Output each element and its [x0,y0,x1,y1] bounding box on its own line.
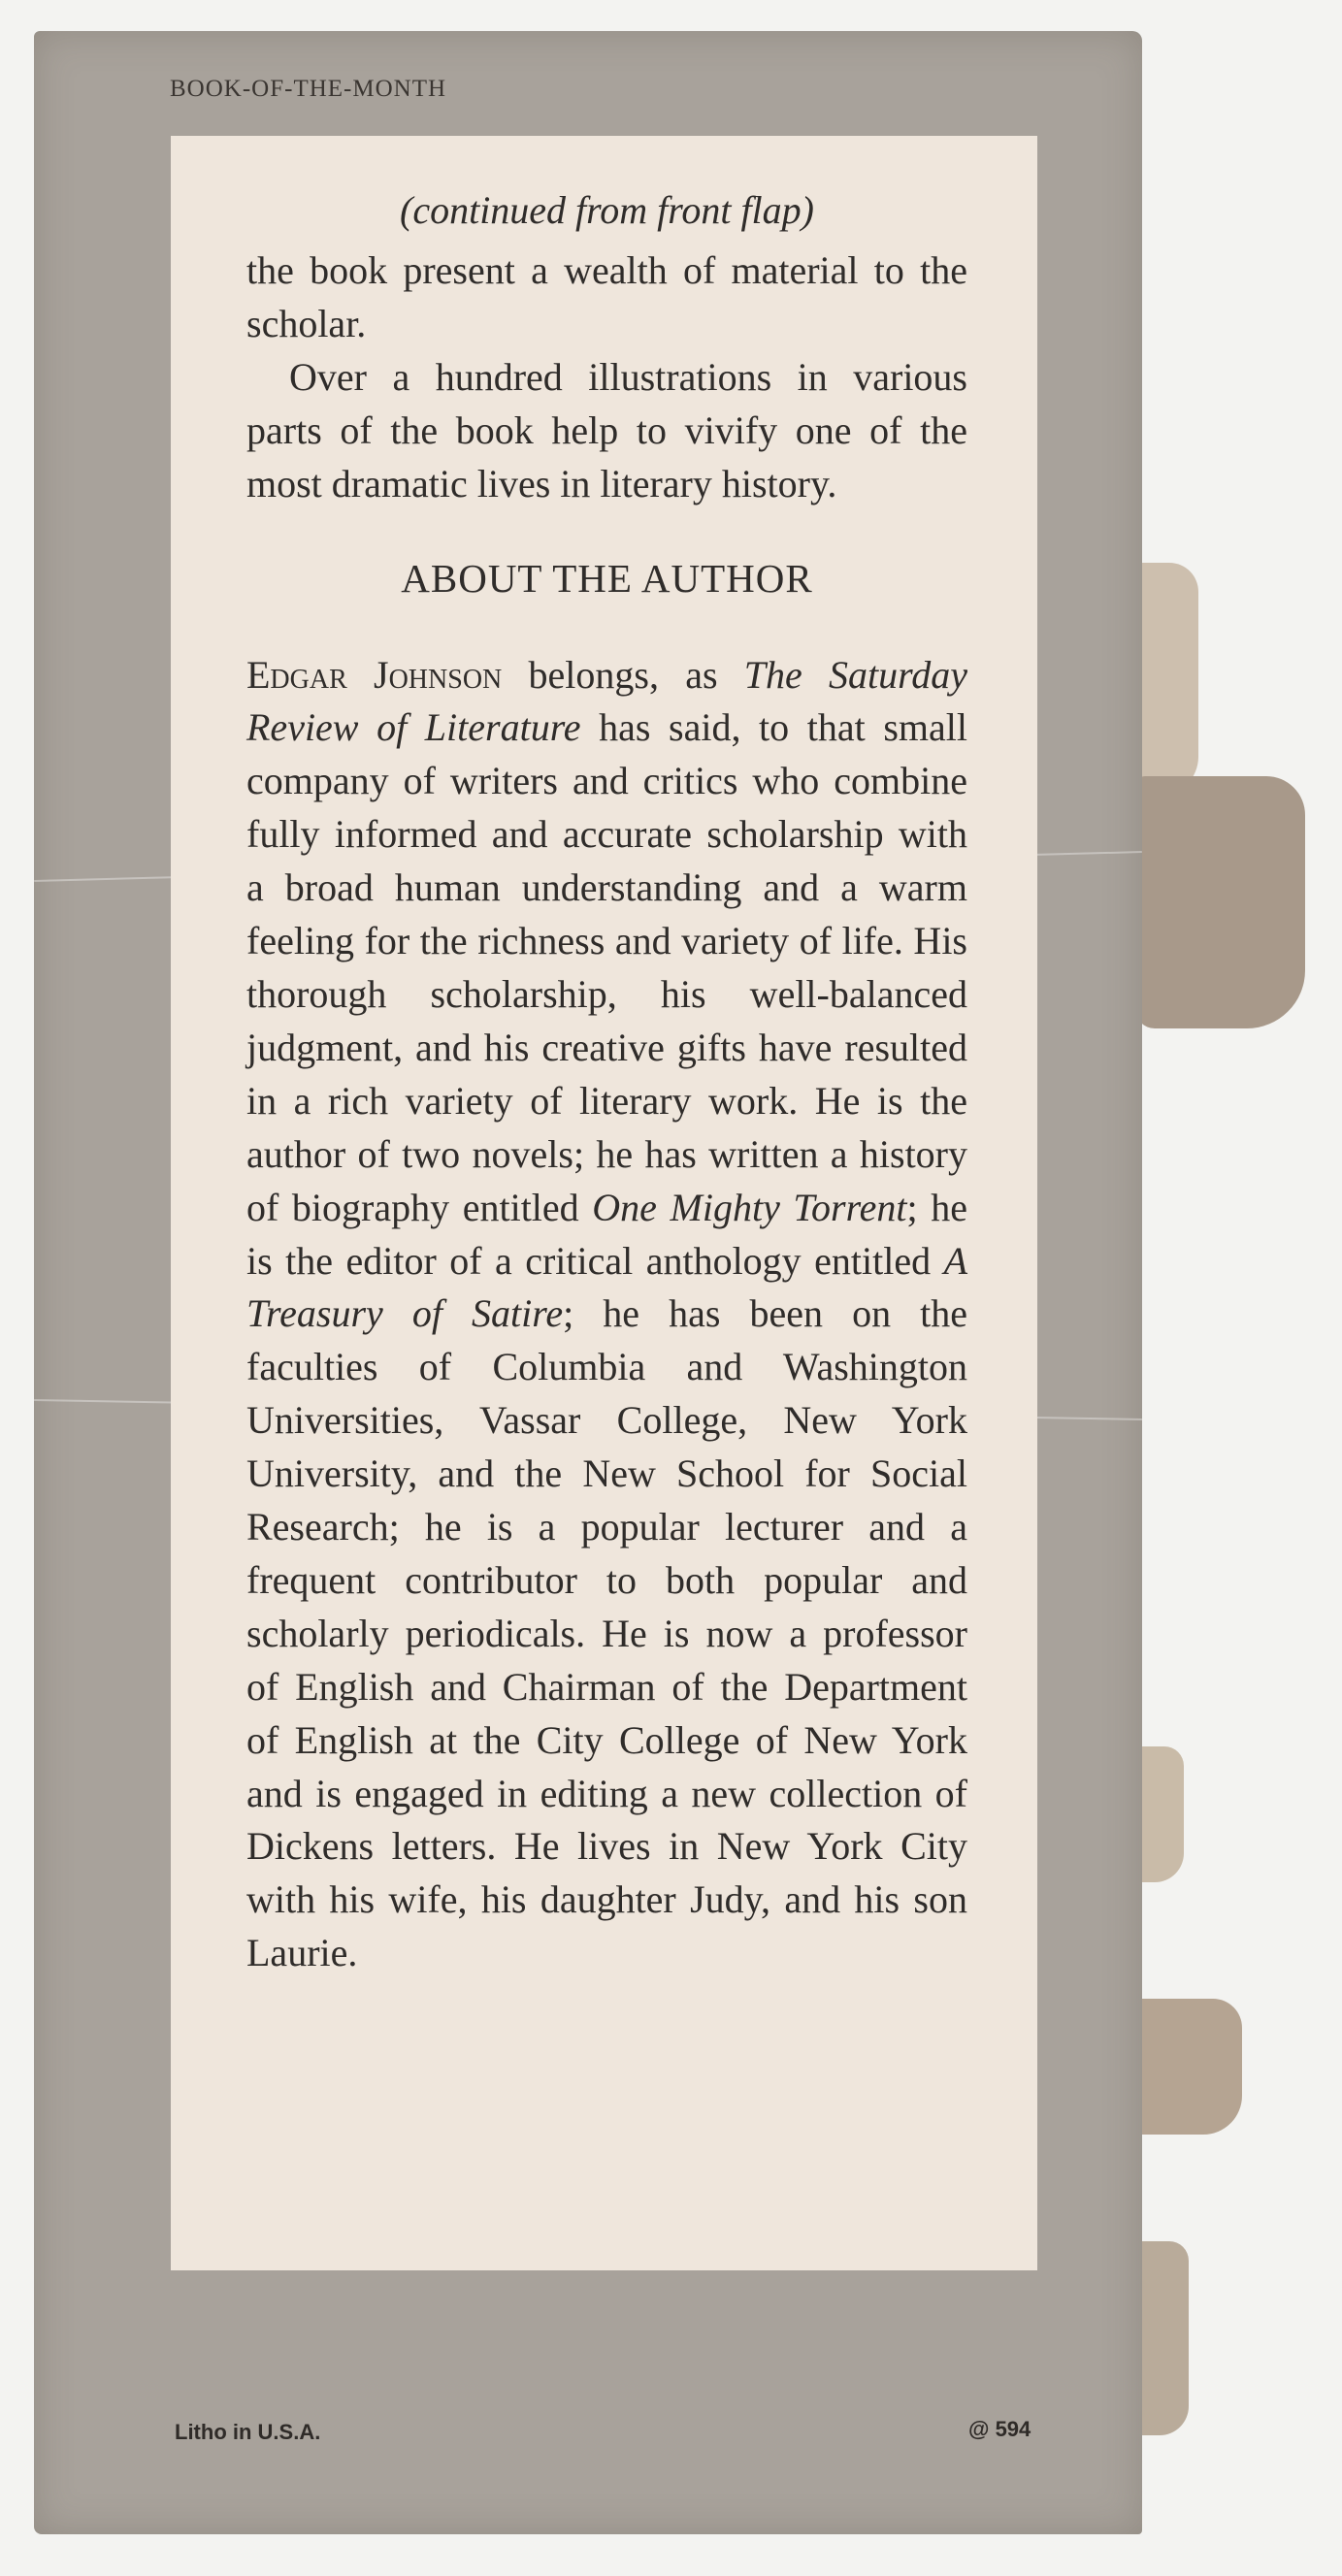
torn-edge-fragment [1135,776,1305,1028]
bio-text: has said, to that small company of writers and critics who combine fully informed and accurate scholarship with a broad human understanding and a warm feeling for the richness and variety of life. His thorough scholarship, his well-balanced judgment, and his creative gifts have resulted in a rich variety of literary work. He is the author of two novels; he has written a history of biography entitled [246,705,967,1229]
bio-text: ; he is the editor of a critical anthology entitled [246,1185,968,1283]
catalog-code: @ 594 [968,2417,1031,2441]
author-bio [246,649,967,1981]
torn-edge-fragment [1135,1999,1242,2135]
torn-edge-fragment [1135,2241,1189,2435]
text-panel [171,136,1037,2270]
continued-note: (continued from front flap) [400,188,814,232]
club-label: BOOK-OF-THE-MONTH [170,76,447,102]
printed-note: Litho in U.S.A. [175,2420,321,2444]
intro-paragraph-2: Over a hundred illustrations in various parts of the book help to vivify one of the most dramatic lives in literary history. [246,354,967,505]
torn-edge-fragment [1140,563,1198,796]
bio-text: belongs, as [502,652,744,697]
bio-publication-title: The Saturday Review of Literature [246,652,967,750]
bio-book-title: A Treasury of Satire [246,1238,967,1336]
author-name: Edgar Johnson [246,652,503,697]
bio-text: ; he has been on the faculties of Columbia and Washington Universities, Vassar College, New York University, and the New School for Social Research; he is a popular lecturer and a frequent contributor to both popular and scholarly periodicals. He is now a professor of English and Chairman of the Department of English at the City College of New York and is engaged in editing a new collection of Dickens letters. He lives in New York City with his wife, his daughter Judy, and his son Laurie. [246,1291,968,1975]
bio-book-title: One Mighty Torrent [592,1185,907,1229]
intro-paragraph-1: the book present a wealth of material to the scholar. [246,248,967,345]
about-heading: ABOUT THE AUTHOR [401,555,813,601]
